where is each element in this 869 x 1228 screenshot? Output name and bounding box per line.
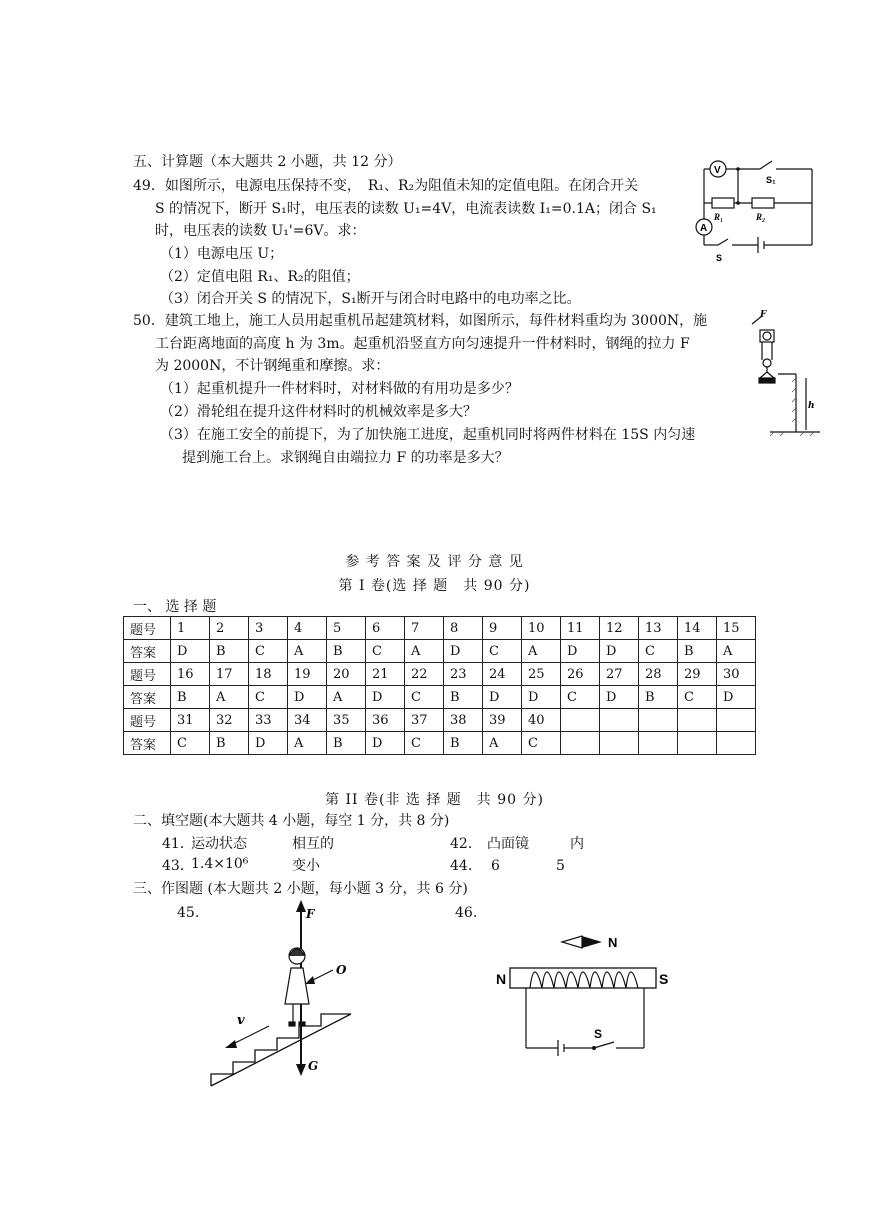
resistor-r1-label: R₁ (714, 212, 724, 222)
q41-answer-b: 相互的 (292, 836, 334, 852)
answer-cell (639, 732, 678, 755)
question-number-cell (678, 709, 717, 732)
q49-sub1: （1）电源电压 U； (160, 246, 284, 262)
answer-cell: A (210, 686, 249, 709)
answer-cell: D (249, 732, 288, 755)
table-row-question-numbers (124, 663, 756, 686)
answer-cell: D (171, 640, 210, 663)
fig46-pole-n-label: N (496, 971, 507, 987)
q50-line3: 为 2000N，不计钢绳重和摩擦。求： (155, 358, 390, 374)
question-number-cell (561, 709, 600, 732)
question-number-cell: 1 (171, 617, 210, 640)
answer-cell: C (249, 686, 288, 709)
force-f-label: F (760, 310, 767, 320)
volume1-title: 第 I 卷(选 择 题 共 90 分) (338, 578, 531, 594)
switch-s-label: S (716, 253, 723, 263)
fig46-pole-s-label: S (659, 971, 669, 987)
q46-solenoid-figure (494, 930, 674, 1060)
fig46-switch-s-label: S (594, 1027, 603, 1041)
answer-cell (678, 732, 717, 755)
answer-cell: D (366, 732, 405, 755)
question-number-cell: 7 (405, 617, 444, 640)
answer-cell: C (483, 640, 522, 663)
answer-cell: A (327, 686, 366, 709)
answer-cell: B (444, 686, 483, 709)
row-label-answer: 答案 (124, 732, 171, 755)
q46-number: 46. (455, 905, 478, 921)
answers-title: 参 考 答 案 及 评 分 意 见 (345, 554, 524, 570)
question-number-cell: 11 (561, 617, 600, 640)
question-number-cell: 5 (327, 617, 366, 640)
question-number-cell: 35 (327, 709, 366, 732)
q43-answer-a: 1.4×10⁶ (191, 856, 249, 872)
answer-table (123, 616, 756, 755)
answer-cell: B (171, 686, 210, 709)
q43-answer-b: 变小 (292, 858, 320, 874)
question-number-cell (717, 709, 756, 732)
question-number-cell: 15 (717, 617, 756, 640)
question-number-cell: 36 (366, 709, 405, 732)
answer-cell: D (600, 640, 639, 663)
question-number-cell: 17 (210, 663, 249, 686)
section5-title: 五、计算题（本大题共 2 小题，共 12 分） (133, 154, 402, 170)
q50-line2: 工台距离地面的高度 h 为 3m。起重机沿竖直方向匀速提升一件材料时，钢绳的拉力 F (155, 336, 690, 352)
table-row-answers (124, 686, 756, 709)
question-number-cell: 4 (288, 617, 327, 640)
q50-sub2: （2）滑轮组在提升这件材料时的机械效率是多大？ (160, 404, 477, 420)
q49-line3: 时，电压表的读数 U₁'=6V。求： (155, 223, 366, 239)
answer-cell: D (444, 640, 483, 663)
question-number-cell: 16 (171, 663, 210, 686)
answer-cell: D (483, 686, 522, 709)
answer-cell: C (522, 732, 561, 755)
question-number-cell: 10 (522, 617, 561, 640)
question-number-cell: 26 (561, 663, 600, 686)
table-row-question-numbers (124, 709, 756, 732)
answer-cell: B (639, 686, 678, 709)
question-number-cell: 21 (366, 663, 405, 686)
fig45-force-f-label: F (306, 907, 315, 921)
table-row-answers (124, 640, 756, 663)
answer-cell: A (288, 640, 327, 663)
voltmeter-label: V (714, 165, 721, 176)
q41-number: 41． (162, 836, 194, 852)
section3-title: 三、作图题 (本大题共 2 小题，每小题 3 分，共 6 分) (133, 881, 468, 897)
ammeter-label: A (700, 223, 708, 234)
question-number-cell: 14 (678, 617, 717, 640)
question-number-cell: 6 (366, 617, 405, 640)
q42-answer-b: 内 (570, 836, 584, 852)
answer-cell (717, 732, 756, 755)
question-number-cell: 13 (639, 617, 678, 640)
table-row-question-numbers (124, 617, 756, 640)
q49-sub3: （3）闭合开关 S 的情况下，S₁断开与闭合时电路中的电功率之比。 (160, 291, 581, 307)
answer-cell: D (366, 686, 405, 709)
answer-cell: B (210, 640, 249, 663)
answer-cell (561, 732, 600, 755)
answer-cell: C (366, 640, 405, 663)
question-number-cell: 30 (717, 663, 756, 686)
answer-cell: B (327, 732, 366, 755)
q50-crane-figure (748, 308, 820, 438)
question-number-cell: 32 (210, 709, 249, 732)
answer-cell: C (405, 686, 444, 709)
answer-cell: C (678, 686, 717, 709)
question-number-cell: 24 (483, 663, 522, 686)
answer-cell: A (405, 640, 444, 663)
row-label-answer: 答案 (124, 640, 171, 663)
question-number-cell: 3 (249, 617, 288, 640)
section2-title: 二、填空题(本大题共 4 小题，每空 1 分，共 8 分) (133, 813, 450, 829)
answer-cell (600, 732, 639, 755)
question-number-cell: 40 (522, 709, 561, 732)
answer-cell: A (522, 640, 561, 663)
question-number-cell: 29 (678, 663, 717, 686)
answer-cell: B (327, 640, 366, 663)
question-number-cell: 20 (327, 663, 366, 686)
q45-stairs-figure (205, 898, 357, 1090)
answer-cell: B (678, 640, 717, 663)
section1-title: 一、 选 择 题 (133, 599, 217, 615)
q49-circuit-figure (690, 155, 822, 265)
answer-cell: C (639, 640, 678, 663)
answer-cell: A (288, 732, 327, 755)
question-number-cell: 19 (288, 663, 327, 686)
table-row-answers (124, 732, 756, 755)
q42-answer-a: 凸面镜 (487, 836, 529, 852)
q42-number: 42． (450, 836, 482, 852)
answer-cell: C (405, 732, 444, 755)
q50-sub1: （1）起重机提升一件材料时，对材料做的有用功是多少？ (160, 381, 519, 397)
row-label-question: 题号 (124, 709, 171, 732)
question-number-cell: 34 (288, 709, 327, 732)
answer-cell: D (288, 686, 327, 709)
answer-cell: D (717, 686, 756, 709)
fig46-needle-n-label: N (608, 935, 618, 950)
q45-number: 45. (177, 905, 200, 921)
question-number-cell: 31 (171, 709, 210, 732)
question-number-cell: 22 (405, 663, 444, 686)
q50-line1: 50．建筑工地上，施工人员用起重机吊起建筑材料，如图所示，每件材料重均为 3000N，施 (133, 313, 708, 329)
answer-cell: B (444, 732, 483, 755)
question-number-cell: 2 (210, 617, 249, 640)
answer-cell: C (561, 686, 600, 709)
fig45-gravity-g-label: G (308, 1059, 319, 1073)
answer-cell: D (561, 640, 600, 663)
q49-line1: 49．如图所示，电源电压保持不变， R₁、R₂为阻值未知的定值电阻。在闭合开关 (133, 178, 639, 194)
q50-sub3b: 提到施工台上。求钢绳自由端拉力 F 的功率是多大？ (182, 450, 509, 466)
question-number-cell: 37 (405, 709, 444, 732)
switch-s1-label: S₁ (766, 175, 776, 185)
question-number-cell: 9 (483, 617, 522, 640)
q41-answer-a: 运动状态 (191, 836, 247, 852)
row-label-answer: 答案 (124, 686, 171, 709)
q50-sub3a: （3）在施工安全的前提下，为了加快施工进度，起重机同时将两件材料在 15S 内匀速 (160, 427, 696, 443)
q44-answer-b: 5 (556, 858, 565, 874)
answer-cell: A (717, 640, 756, 663)
answer-cell: B (210, 732, 249, 755)
question-number-cell: 8 (444, 617, 483, 640)
height-h-label: h (808, 401, 815, 411)
question-number-cell: 12 (600, 617, 639, 640)
question-number-cell: 39 (483, 709, 522, 732)
answer-cell: C (249, 640, 288, 663)
resistor-r2-label: R₂ (756, 212, 766, 222)
row-label-question: 题号 (124, 617, 171, 640)
volume2-title: 第 II 卷(非 选 择 题 共 90 分) (325, 792, 544, 808)
question-number-cell: 18 (249, 663, 288, 686)
question-number-cell: 25 (522, 663, 561, 686)
q49-sub2: （2）定值电阻 R₁、R₂的阻值； (160, 269, 360, 285)
row-label-question: 题号 (124, 663, 171, 686)
q44-number: 44． (450, 858, 482, 874)
question-number-cell: 23 (444, 663, 483, 686)
q44-answer-a: 6 (491, 858, 500, 874)
q49-line2: S 的情况下，断开 S₁时，电压表的读数 U₁=4V，电流表读数 I₁=0.1A；闭合 S₁ (155, 201, 657, 217)
question-number-cell: 38 (444, 709, 483, 732)
fig45-point-o-label: O (336, 963, 347, 977)
answer-cell: D (522, 686, 561, 709)
question-number-cell: 28 (639, 663, 678, 686)
q43-number: 43． (162, 858, 194, 874)
fig45-velocity-v-label: v (237, 1013, 245, 1028)
question-number-cell: 33 (249, 709, 288, 732)
answer-cell: C (171, 732, 210, 755)
answer-cell: D (600, 686, 639, 709)
question-number-cell (600, 709, 639, 732)
question-number-cell (639, 709, 678, 732)
answer-cell: A (483, 732, 522, 755)
question-number-cell: 27 (600, 663, 639, 686)
